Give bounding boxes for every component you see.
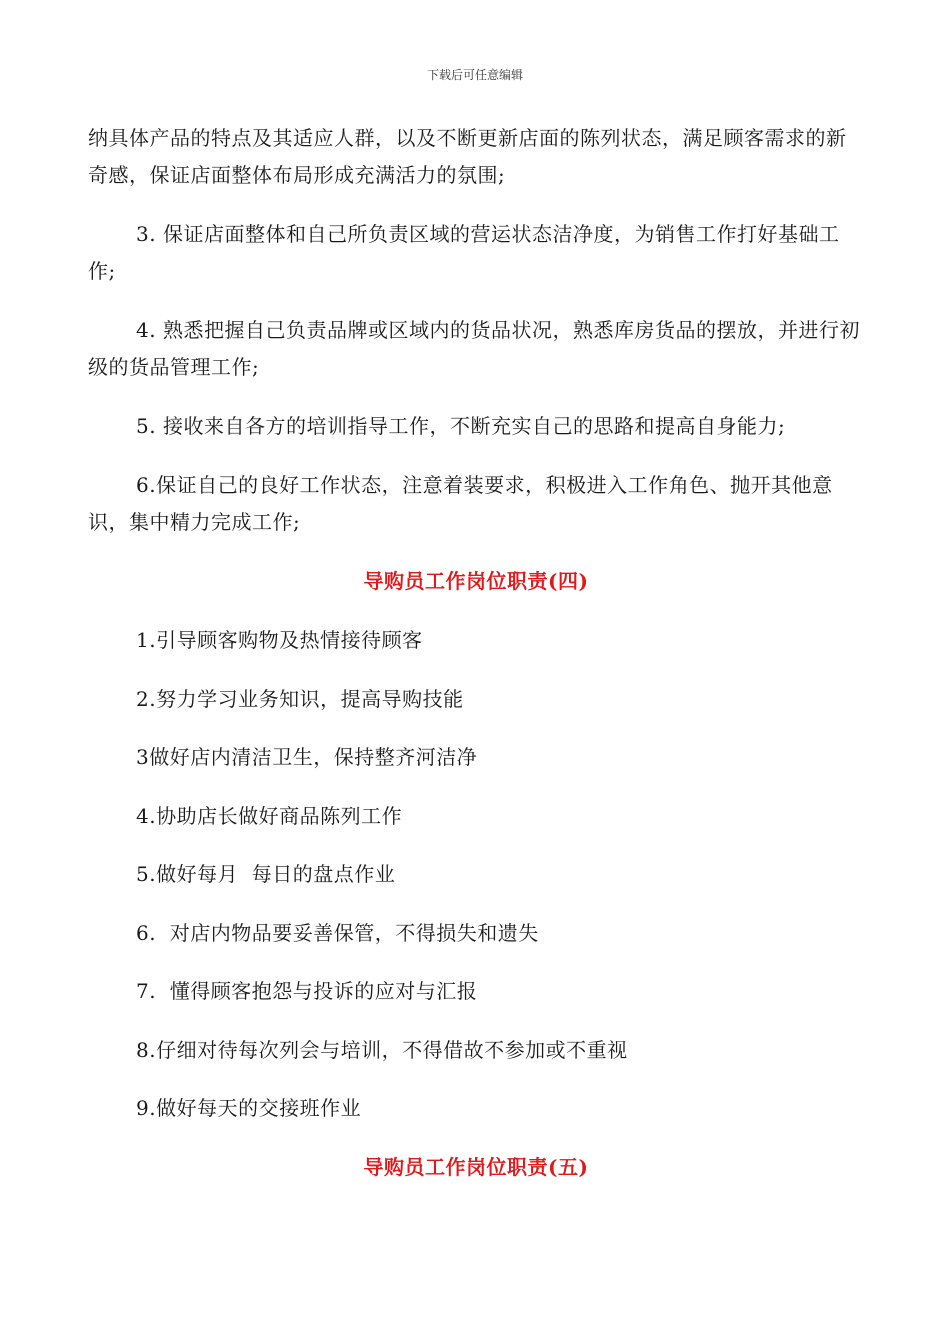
paragraph-item-3: 3. 保证店面整体和自己所负责区域的营运状态洁净度，为销售工作打好基础工作;	[88, 222, 840, 283]
list-item: 6. 对店内物品要妥善保管，不得损失和遗失	[136, 920, 539, 945]
list-item: 9.做好每天的交接班作业	[136, 1096, 362, 1120]
paragraph-item-5: 5. 接收来自各方的培训指导工作，不断充实自己的思路和提高自身能力;	[136, 414, 786, 438]
section-heading-4: 导购员工作岗位职责(四)	[363, 569, 589, 593]
paragraph-item-4: 4. 熟悉把握自己负责品牌或区域内的货品状况，熟悉库房货品的摆放，并进行初级的货品管理工作;	[88, 318, 860, 379]
list-item: 8.仔细对待每次列会与培训，不得借故不参加或不重视	[136, 1037, 628, 1062]
list-item: 3做好店内清洁卫生，保持整齐河洁净	[136, 745, 478, 769]
list-item: 1.引导顾客购物及热情接待顾客	[136, 628, 423, 652]
document-body	[88, 120, 864, 1208]
paragraph-item-6: 6.保证自己的良好工作状态，注意着装要求，积极进入工作角色、抛开其他意识，集中精力完成工作;	[88, 473, 833, 534]
list-item: 4.协助店长做好商品陈列工作	[136, 803, 403, 828]
list-item: 7. 懂得顾客抱怨与投诉的应对与汇报	[136, 979, 478, 1003]
paragraph-continuation: 纳具体产品的特点及其适应人群，以及不断更新店面的陈列状态，满足顾客需求的新奇感，保证店面整体布局形成充满活力的氛围;	[88, 126, 847, 187]
page-header: 下载后可任意编辑	[426, 68, 523, 82]
list-item: 2.努力学习业务知识，提高导购技能	[136, 686, 464, 711]
section-heading-5: 导购员工作岗位职责(五)	[363, 1154, 589, 1179]
list-item: 5.做好每月 每日的盘点作业	[136, 862, 396, 886]
